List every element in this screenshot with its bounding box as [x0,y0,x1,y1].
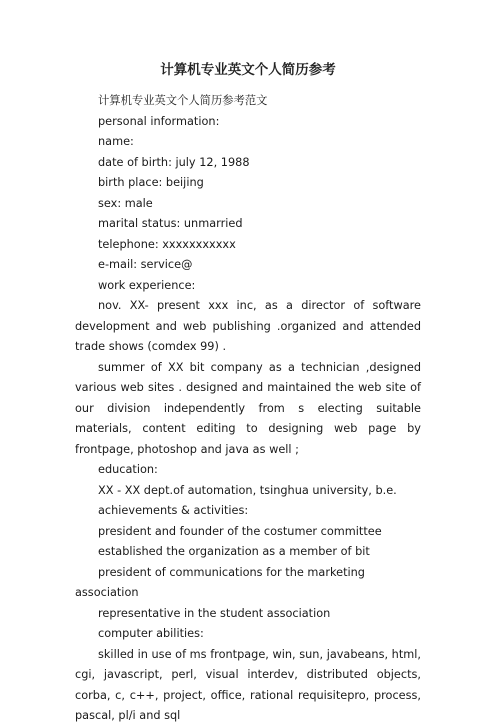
work-experience-entry: nov. XX- present xxx inc, as a director of software development and web publishing .organized and attended trade shows (comdex 99) . [75,299,421,353]
section-heading-computer-abilities: computer abilities: [98,627,204,640]
section-heading-education: education: [98,463,158,476]
computer-abilities-text: skilled in use of ms frontpage, win, sun, javabeans, html, cgi, javascript, perl, visual interdev, distributed objects, corba, c, c++, project, office, rational requisitepro, process, pascal, pl/i and sql [75,647,421,722]
subtitle-line: 计算机专业英文个人简历参考范文 [98,94,268,107]
date-of-birth-line: date of birth: july 12, 1988 [98,155,250,169]
section-heading-work-experience: work experience: [98,278,196,292]
name-line: name: [98,135,134,148]
marital-status-line: marital status: unmarried [98,217,243,230]
achievement-item: president and founder of the costumer committee [98,524,382,538]
section-heading-personal-information: personal information: [98,114,220,128]
birth-place-line: birth place: beijing [98,176,204,189]
document-title: 计算机专业英文个人简历参考 [160,62,336,78]
achievement-item: representative in the student association [98,606,331,620]
achievement-item: president of communications for the marketing association [75,565,365,599]
work-experience-entry: summer of XX bit company as a technician ,designed various web sites . designed and maintained the web site of our division independently from s electing suitable materials, content editing to designing web page by frontpage, photoshop and java as well ; [75,360,421,456]
section-heading-achievements: achievements & activities: [98,504,249,517]
education-entry: XX - XX dept.of automation, tsinghua university, b.e. [98,483,397,497]
telephone-line: telephone: xxxxxxxxxxx [98,237,236,251]
sex-line: sex: male [98,196,153,210]
achievement-item: established the organization as a member of bit [98,545,370,558]
email-line: e-mail: service@ [98,258,193,271]
